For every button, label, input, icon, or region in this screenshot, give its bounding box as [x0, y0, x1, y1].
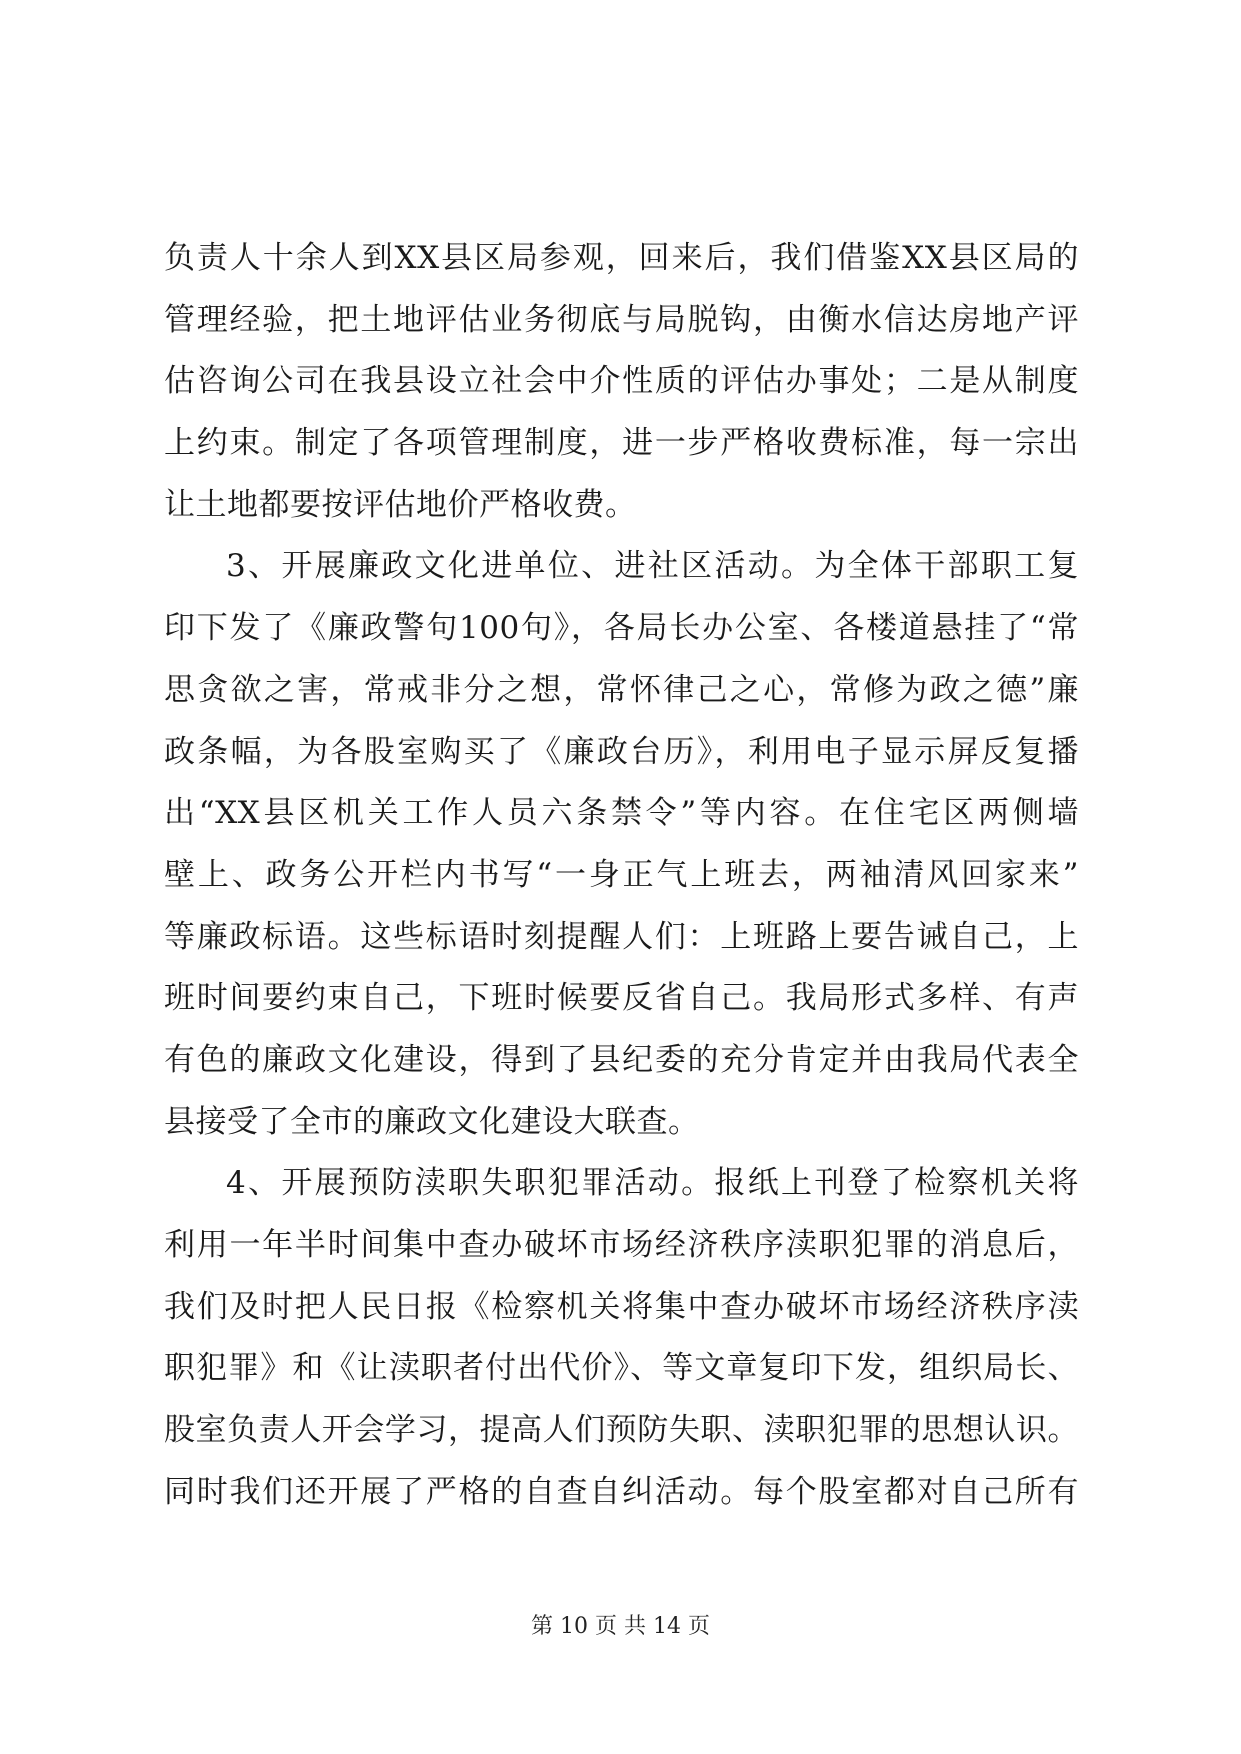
text-line: 有色的廉政文化建设，得到了县纪委的充分肯定并由我局代表全: [164, 1041, 1079, 1078]
text-line: 壁上、政务公开栏内书写“一身正气上班去，两袖清风回家来”: [164, 856, 1079, 893]
text-line: 管理经验，把土地评估业务彻底与局脱钩，由衡水信达房地产评: [164, 301, 1079, 338]
page-number-footer: 第 10 页 共 14 页: [531, 1614, 710, 1639]
text-line: 负责人十余人到XX县区局参观，回来后，我们借鉴XX县区局的: [164, 240, 1079, 276]
text-line: 我们及时把人民日报《检察机关将集中查办破坏市场经济秩序渎: [164, 1288, 1079, 1325]
text-line: 股室负责人开会学习，提高人们预防失职、渎职犯罪的思想认识。: [164, 1412, 1079, 1449]
text-line: 让土地都要按评估地价严格收费。: [164, 486, 637, 523]
text-line: 等廉政标语。这些标语时刻提醒人们：上班路上要告诫自己，上: [164, 918, 1079, 955]
text-line: 政条幅，为各股室购买了《廉政台历》，利用电子显示屏反复播: [164, 733, 1079, 770]
body-text: [164, 228, 1079, 1523]
text-line: 4、开展预防渎职失职犯罪活动。报纸上刊登了检察机关将: [226, 1165, 1079, 1202]
text-line: 职犯罪》和《让渎职者付出代价》、等文章复印下发，组织局长、: [164, 1350, 1079, 1387]
text-line: 3、开展廉政文化进单位、进社区活动。为全体干部职工复: [226, 548, 1079, 585]
text-line: 同时我们还开展了严格的自查自纠活动。每个股室都对自己所有: [164, 1473, 1079, 1510]
text-line: 利用一年半时间集中查办破坏市场经济秩序渎职犯罪的消息后，: [164, 1227, 1079, 1263]
text-line: 思贪欲之害，常戒非分之想，常怀律己之心，常修为政之德”廉: [164, 671, 1079, 708]
text-line: 班时间要约束自己，下班时候要反省自己。我局形式多样、有声: [164, 980, 1079, 1017]
text-line: 出“XX县区机关工作人员六条禁令”等内容。在住宅区两侧墙: [164, 795, 1079, 832]
text-line: 印下发了《廉政警句100句》，各局长办公室、各楼道悬挂了“常: [164, 610, 1079, 647]
text-line: 县接受了全市的廉政文化建设大联查。: [164, 1103, 700, 1140]
text-line: 估咨询公司在我县设立社会中介性质的评估办事处；二是从制度: [164, 363, 1079, 400]
text-line: 上约束。制定了各项管理制度，进一步严格收费标准，每一宗出: [164, 425, 1079, 462]
